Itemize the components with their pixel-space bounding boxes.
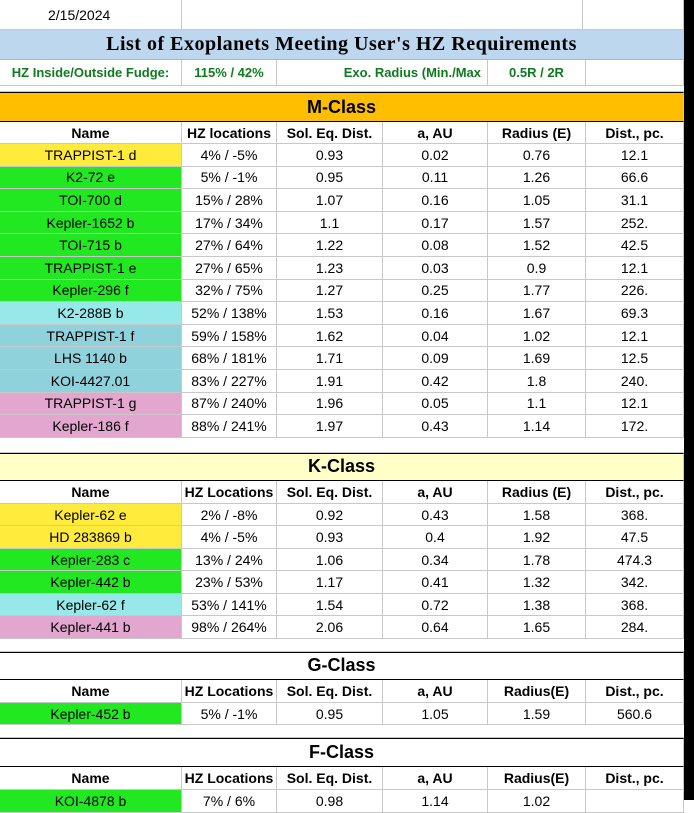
column-header-row xyxy=(0,481,684,504)
table-cell-radius[interactable]: 1.69 xyxy=(488,347,586,370)
table-cell-a[interactable]: 1.05 xyxy=(383,703,488,726)
class-header-row xyxy=(0,453,684,481)
column-header-row xyxy=(0,122,684,144)
planet-name-cell[interactable]: Kepler-62 e xyxy=(0,504,182,527)
table-cell-sol[interactable]: 1.54 xyxy=(277,594,383,617)
table-cell-dist[interactable]: 42.5 xyxy=(586,234,684,257)
column-header[interactable]: Name xyxy=(0,767,182,790)
table-cell-hz[interactable]: 59% / 158% xyxy=(182,325,277,348)
table-cell-dist[interactable]: 342. xyxy=(586,571,684,594)
table-row xyxy=(0,189,684,212)
table-cell-radius[interactable]: 1.92 xyxy=(488,526,586,549)
table-cell-sol[interactable]: 1.97 xyxy=(277,415,383,438)
table-cell-a[interactable]: 0.16 xyxy=(383,189,488,212)
table-row xyxy=(0,571,684,594)
spacer-row xyxy=(0,438,684,453)
table-cell-a[interactable]: 0.41 xyxy=(383,571,488,594)
planet-name-cell[interactable]: K2-72 e xyxy=(0,167,182,190)
empty-cell[interactable] xyxy=(583,0,684,30)
table-cell-sol[interactable]: 1.17 xyxy=(277,571,383,594)
planet-name-cell[interactable]: Kepler-186 f xyxy=(0,415,182,438)
table-cell-hz[interactable]: 5% / -1% xyxy=(182,703,277,726)
table-cell-dist[interactable]: 368. xyxy=(586,594,684,617)
column-header[interactable]: Name xyxy=(0,481,182,504)
table-cell-a[interactable]: 0.34 xyxy=(383,549,488,572)
table-row xyxy=(0,212,684,235)
table-cell-hz[interactable]: 83% / 227% xyxy=(182,370,277,393)
table-row xyxy=(0,167,684,190)
table-row xyxy=(0,616,684,639)
table-row xyxy=(0,504,684,527)
planet-name-cell[interactable]: TOI-715 b xyxy=(0,234,182,257)
table-cell-radius[interactable]: 1.57 xyxy=(488,212,586,235)
table-row xyxy=(0,526,684,549)
table-cell-dist[interactable]: 240. xyxy=(586,370,684,393)
table-cell-a[interactable]: 0.05 xyxy=(383,393,488,416)
table-cell-a[interactable]: 0.72 xyxy=(383,594,488,617)
table-cell-sol[interactable]: 1.23 xyxy=(277,257,383,280)
table-cell-a[interactable]: 0.03 xyxy=(383,257,488,280)
table-row xyxy=(0,790,684,813)
table-cell-sol[interactable]: 1.22 xyxy=(277,234,383,257)
table-cell-a[interactable]: 0.04 xyxy=(383,325,488,348)
table-cell-hz[interactable]: 52% / 138% xyxy=(182,302,277,325)
table-cell-radius[interactable]: 1.38 xyxy=(488,594,586,617)
column-header[interactable]: Dist., pc. xyxy=(586,767,684,790)
planet-name-cell[interactable]: LHS 1140 b xyxy=(0,347,182,370)
column-header[interactable]: Radius (E) xyxy=(488,481,586,504)
table-cell-dist[interactable] xyxy=(586,790,684,813)
table-cell-dist[interactable]: 12.5 xyxy=(586,347,684,370)
column-header[interactable]: a, AU xyxy=(383,481,488,504)
table-cell-a[interactable]: 0.64 xyxy=(383,616,488,639)
table-cell-radius[interactable]: 1.78 xyxy=(488,549,586,572)
table-cell-hz[interactable]: 88% / 241% xyxy=(182,415,277,438)
column-header[interactable]: Sol. Eq. Dist. xyxy=(277,122,383,144)
column-header[interactable]: Radius(E) xyxy=(488,767,586,790)
column-header[interactable]: HZ Locations xyxy=(182,481,277,504)
table-cell-hz[interactable]: 53% / 141% xyxy=(182,594,277,617)
planet-name-cell[interactable]: HD 283869 b xyxy=(0,526,182,549)
column-header[interactable]: Sol. Eq. Dist. xyxy=(277,767,383,790)
planet-name-cell[interactable]: Kepler-1652 b xyxy=(0,212,182,235)
table-cell-hz[interactable]: 5% / -1% xyxy=(182,167,277,190)
planet-name-cell[interactable]: KOI-4427.01 xyxy=(0,370,182,393)
planet-name-cell[interactable]: TRAPPIST-1 g xyxy=(0,393,182,416)
table-cell-sol[interactable]: 1.91 xyxy=(277,370,383,393)
table-cell-dist[interactable]: 47.5 xyxy=(586,526,684,549)
table-cell-dist[interactable]: 172. xyxy=(586,415,684,438)
table-cell-dist[interactable]: 12.1 xyxy=(586,257,684,280)
table-cell-hz[interactable]: 68% / 181% xyxy=(182,347,277,370)
column-header[interactable]: Dist., pc. xyxy=(586,122,684,144)
table-cell-hz[interactable]: 23% / 53% xyxy=(182,571,277,594)
table-cell-sol[interactable]: 0.95 xyxy=(277,703,383,726)
table-cell-sol[interactable]: 1.71 xyxy=(277,347,383,370)
table-cell-dist[interactable]: 12.1 xyxy=(586,144,684,167)
table-cell-sol[interactable]: 1.96 xyxy=(277,393,383,416)
column-header[interactable]: HZ locations xyxy=(182,122,277,144)
table-cell-sol[interactable]: 2.06 xyxy=(277,616,383,639)
table-row xyxy=(0,549,684,572)
class-header-f-class[interactable]: F-Class xyxy=(0,738,684,767)
table-cell-dist[interactable]: 226. xyxy=(586,280,684,303)
planet-name-cell[interactable]: Kepler-296 f xyxy=(0,280,182,303)
class-header-row xyxy=(0,738,684,767)
column-header[interactable]: Sol. Eq. Dist. xyxy=(277,481,383,504)
table-row xyxy=(0,370,684,393)
radius-label[interactable]: Exo. Radius (Min./Max xyxy=(277,60,488,86)
table-cell-a[interactable]: 0.11 xyxy=(383,167,488,190)
table-cell-sol[interactable]: 0.95 xyxy=(277,167,383,190)
planet-name-cell[interactable]: Kepler-442 b xyxy=(0,571,182,594)
table-cell-radius[interactable]: 0.9 xyxy=(488,257,586,280)
planet-name-cell[interactable]: KOI-4878 b xyxy=(0,790,182,813)
column-header[interactable]: Name xyxy=(0,122,182,144)
planet-name-cell[interactable]: TRAPPIST-1 e xyxy=(0,257,182,280)
class-header-k-class[interactable]: K-Class xyxy=(0,453,684,481)
table-row xyxy=(0,347,684,370)
column-header[interactable]: Dist., pc. xyxy=(586,481,684,504)
table-cell-sol[interactable]: 1.62 xyxy=(277,325,383,348)
class-header-g-class[interactable]: G-Class xyxy=(0,652,684,680)
empty-cell[interactable] xyxy=(182,0,583,30)
column-header[interactable]: Name xyxy=(0,680,182,703)
table-cell-dist[interactable]: 284. xyxy=(586,616,684,639)
table-cell-hz[interactable]: 98% / 264% xyxy=(182,616,277,639)
table-row xyxy=(0,257,684,280)
column-header[interactable]: a, AU xyxy=(383,122,488,144)
fudge-row xyxy=(0,60,684,86)
table-cell-sol[interactable]: 0.98 xyxy=(277,790,383,813)
column-header[interactable]: Radius(E) xyxy=(488,680,586,703)
table-cell-radius[interactable]: 1.02 xyxy=(488,790,586,813)
table-cell-hz[interactable]: 87% / 240% xyxy=(182,393,277,416)
spacer-row xyxy=(0,725,684,738)
spacer-cell xyxy=(0,725,684,738)
date-row xyxy=(0,0,684,30)
table-row xyxy=(0,703,684,726)
class-header-row xyxy=(0,92,684,122)
table-cell-sol[interactable]: 1.53 xyxy=(277,302,383,325)
table-row xyxy=(0,144,684,167)
table-cell-radius[interactable]: 1.32 xyxy=(488,571,586,594)
table-cell-radius[interactable]: 1.26 xyxy=(488,167,586,190)
planet-name-cell[interactable]: TRAPPIST-1 f xyxy=(0,325,182,348)
table-cell-dist[interactable]: 66.6 xyxy=(586,167,684,190)
column-header[interactable]: Sol. Eq. Dist. xyxy=(277,680,383,703)
planet-name-cell[interactable]: Kepler-283 c xyxy=(0,549,182,572)
column-header-row xyxy=(0,680,684,703)
table-cell-radius[interactable]: 1.67 xyxy=(488,302,586,325)
spacer-cell xyxy=(0,639,684,652)
class-header-row xyxy=(0,652,684,680)
table-cell-sol[interactable]: 0.93 xyxy=(277,526,383,549)
table-cell-dist[interactable]: 252. xyxy=(586,212,684,235)
table-cell-radius[interactable]: 1.14 xyxy=(488,415,586,438)
table-cell-dist[interactable]: 31.1 xyxy=(586,189,684,212)
title-row xyxy=(0,30,684,60)
date-cell[interactable]: 2/15/2024 xyxy=(0,0,182,30)
table-cell-a[interactable]: 0.09 xyxy=(383,347,488,370)
spacer-row xyxy=(0,639,684,652)
table-cell-hz[interactable]: 2% / -8% xyxy=(182,504,277,527)
page-title[interactable]: List of Exoplanets Meeting User's HZ Requirements xyxy=(0,30,684,60)
planet-name-cell[interactable]: Kepler-441 b xyxy=(0,616,182,639)
table-cell-radius[interactable]: 1.52 xyxy=(488,234,586,257)
column-header[interactable]: a, AU xyxy=(383,767,488,790)
planet-name-cell[interactable]: K2-288B b xyxy=(0,302,182,325)
table-cell-sol[interactable]: 0.92 xyxy=(277,504,383,527)
table-cell-a[interactable]: 1.14 xyxy=(383,790,488,813)
planet-name-cell[interactable]: Kepler-62 f xyxy=(0,594,182,617)
table-row xyxy=(0,302,684,325)
table-cell-hz[interactable]: 4% / -5% xyxy=(182,526,277,549)
table-row xyxy=(0,234,684,257)
table-cell-radius[interactable]: 1.65 xyxy=(488,616,586,639)
table-cell-a[interactable]: 0.16 xyxy=(383,302,488,325)
table-cell-radius[interactable]: 1.59 xyxy=(488,703,586,726)
table-row xyxy=(0,594,684,617)
fudge-label[interactable]: HZ Inside/Outside Fudge: xyxy=(0,60,182,86)
table-cell-dist[interactable]: 474.3 xyxy=(586,549,684,572)
table-cell-hz[interactable]: 7% / 6% xyxy=(182,790,277,813)
table-row xyxy=(0,280,684,303)
table-cell-a[interactable]: 0.25 xyxy=(383,280,488,303)
table-cell-sol[interactable]: 0.93 xyxy=(277,144,383,167)
column-header[interactable]: Radius (E) xyxy=(488,122,586,144)
class-header-m-class[interactable]: M-Class xyxy=(0,92,684,122)
planet-name-cell[interactable]: TOI-700 d xyxy=(0,189,182,212)
table-cell-hz[interactable]: 27% / 64% xyxy=(182,234,277,257)
table-cell-dist[interactable]: 12.1 xyxy=(586,325,684,348)
table-cell-radius[interactable]: 1.02 xyxy=(488,325,586,348)
table-cell-a[interactable]: 0.02 xyxy=(383,144,488,167)
planet-name-cell[interactable]: Kepler-452 b xyxy=(0,703,182,726)
planet-name-cell[interactable]: TRAPPIST-1 d xyxy=(0,144,182,167)
radius-value[interactable]: 0.5R / 2R xyxy=(488,60,586,86)
spacer-cell xyxy=(0,438,684,453)
table-cell-hz[interactable]: 17% / 34% xyxy=(182,212,277,235)
table-cell-a[interactable]: 0.17 xyxy=(383,212,488,235)
table-cell-sol[interactable]: 1.06 xyxy=(277,549,383,572)
table-cell-a[interactable]: 0.42 xyxy=(383,370,488,393)
table-cell-a[interactable]: 0.43 xyxy=(383,415,488,438)
table-cell-hz[interactable]: 32% / 75% xyxy=(182,280,277,303)
table-cell-dist[interactable]: 560.6 xyxy=(586,703,684,726)
table-cell-sol[interactable]: 1.27 xyxy=(277,280,383,303)
table-cell-a[interactable]: 0.43 xyxy=(383,504,488,527)
empty-cell[interactable] xyxy=(586,60,684,86)
table-cell-a[interactable]: 0.4 xyxy=(383,526,488,549)
column-header[interactable]: Dist., pc. xyxy=(586,680,684,703)
table-cell-a[interactable]: 0.08 xyxy=(383,234,488,257)
table-cell-radius[interactable]: 0.76 xyxy=(488,144,586,167)
table-cell-dist[interactable]: 12.1 xyxy=(586,393,684,416)
table-cell-radius[interactable]: 1.58 xyxy=(488,504,586,527)
table-cell-dist[interactable]: 368. xyxy=(586,504,684,527)
table-cell-hz[interactable]: 4% / -5% xyxy=(182,144,277,167)
table-row xyxy=(0,393,684,416)
table-cell-radius[interactable]: 1.77 xyxy=(488,280,586,303)
column-header[interactable]: HZ Locations xyxy=(182,680,277,703)
table-row xyxy=(0,325,684,348)
table-cell-hz[interactable]: 13% / 24% xyxy=(182,549,277,572)
table-cell-sol[interactable]: 1.07 xyxy=(277,189,383,212)
sheet-edge xyxy=(684,0,694,800)
table-cell-hz[interactable]: 15% / 28% xyxy=(182,189,277,212)
table-cell-hz[interactable]: 27% / 65% xyxy=(182,257,277,280)
column-header[interactable]: HZ Locations xyxy=(182,767,277,790)
table-cell-radius[interactable]: 1.1 xyxy=(488,393,586,416)
table-cell-sol[interactable]: 1.1 xyxy=(277,212,383,235)
fudge-value[interactable]: 115% / 42% xyxy=(182,60,277,86)
column-header-row xyxy=(0,767,684,790)
column-header[interactable]: a, AU xyxy=(383,680,488,703)
table-cell-dist[interactable]: 69.3 xyxy=(586,302,684,325)
table-cell-radius[interactable]: 1.8 xyxy=(488,370,586,393)
table-row xyxy=(0,415,684,438)
table-cell-radius[interactable]: 1.05 xyxy=(488,189,586,212)
